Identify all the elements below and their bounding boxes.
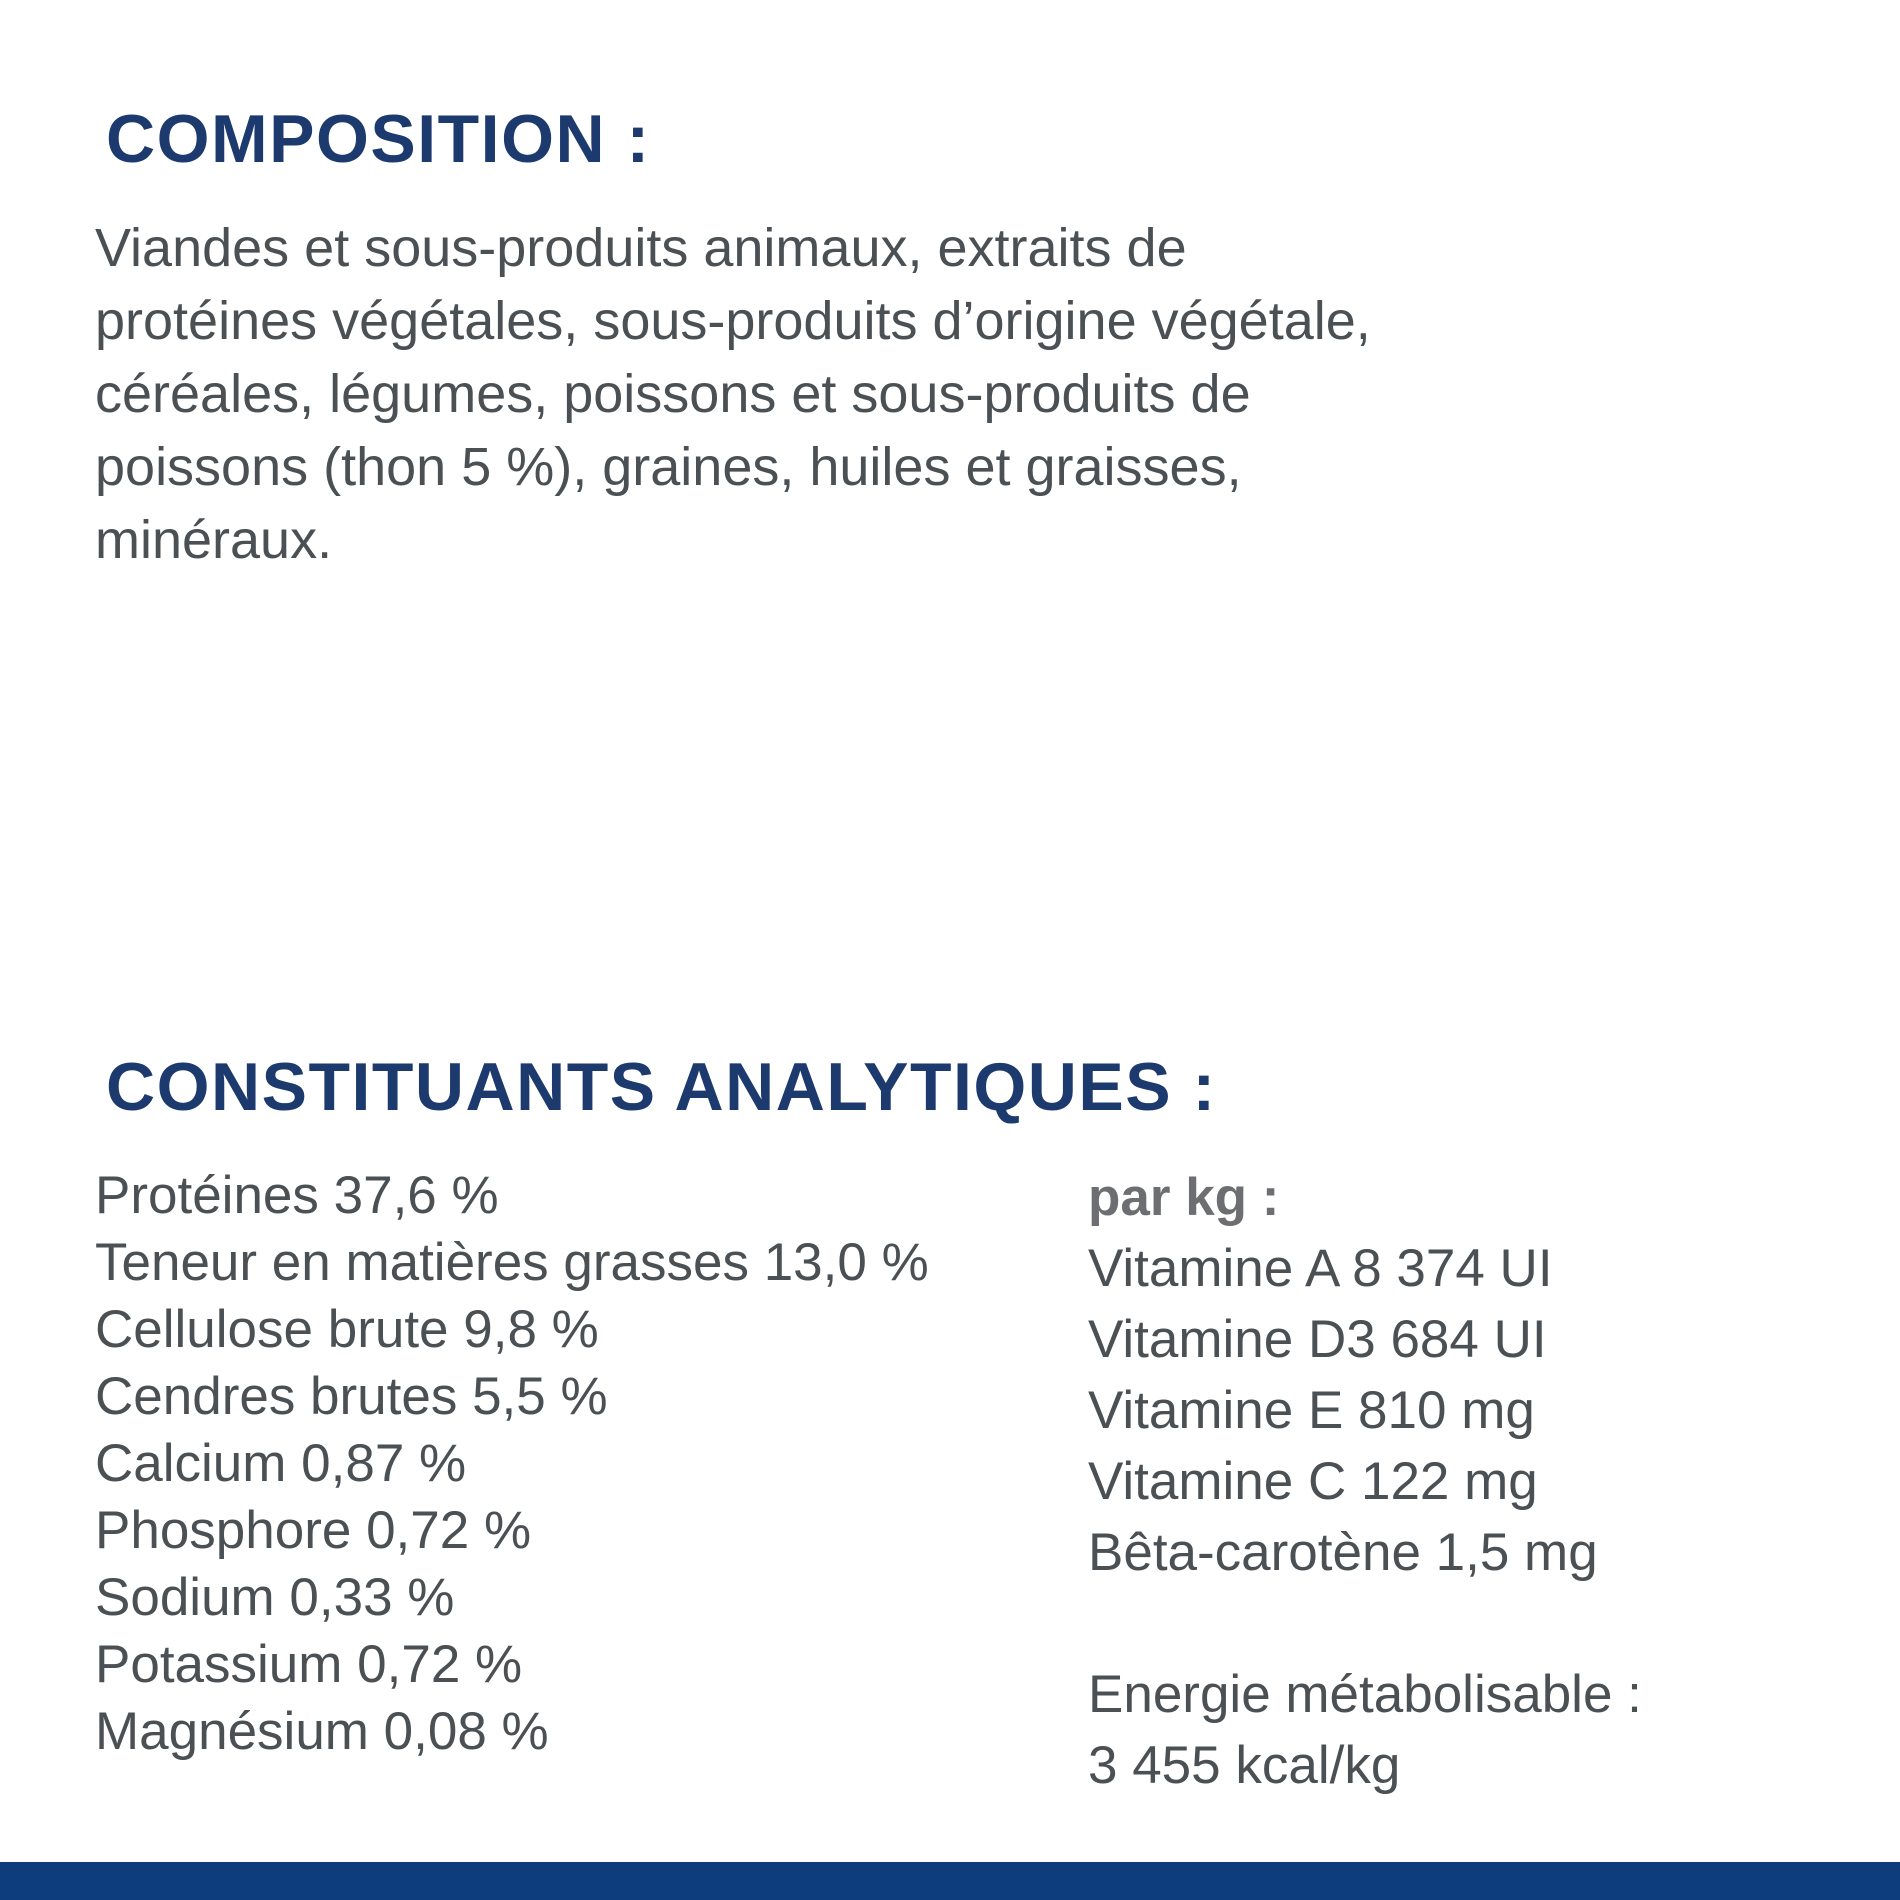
analytical-item-magnesium: Magnésium 0,08 % — [95, 1702, 549, 1761]
analytical-item-sodium: Sodium 0,33 % — [95, 1568, 455, 1627]
analytical-item-cellulose: Cellulose brute 9,8 % — [95, 1300, 599, 1359]
beta-carotene-item: Bêta-carotène 1,5 mg — [1088, 1523, 1598, 1582]
composition-line: céréales, légumes, poissons et sous-produits de — [95, 364, 1251, 424]
analytical-columns — [95, 1162, 1642, 1801]
analytical-left-column — [95, 1162, 1088, 1801]
analytical-item-calcium: Calcium 0,87 % — [95, 1434, 467, 1493]
composition-line: minéraux. — [95, 510, 333, 570]
analytical-item-phosphore: Phosphore 0,72 % — [95, 1501, 532, 1560]
vitamin-a-item: Vitamine A 8 374 UI — [1088, 1239, 1553, 1298]
metabolizable-energy-label: Energie métabolisable : — [1088, 1665, 1642, 1724]
footer-bar — [0, 1862, 1900, 1900]
analytical-item-cendres: Cendres brutes 5,5 % — [95, 1367, 608, 1426]
composition-heading: COMPOSITION : — [106, 101, 651, 177]
column-spacer — [1088, 1588, 1642, 1659]
composition-text — [95, 212, 1371, 577]
analytical-item-matieres-grasses: Teneur en matières grasses 13,0 % — [95, 1233, 929, 1292]
analytical-constituents-heading: CONSTITUANTS ANALYTIQUES : — [106, 1049, 1217, 1125]
composition-line: Viandes et sous-produits animaux, extraits de — [95, 218, 1187, 278]
analytical-item-potassium: Potassium 0,72 % — [95, 1635, 523, 1694]
vitamin-e-item: Vitamine E 810 mg — [1088, 1381, 1535, 1440]
metabolizable-energy-value: 3 455 kcal/kg — [1088, 1736, 1401, 1795]
analytical-right-column — [1088, 1162, 1642, 1801]
per-kg-header: par kg : — [1088, 1168, 1280, 1227]
composition-line: poissons (thon 5 %), graines, huiles et graisses, — [95, 437, 1242, 497]
composition-line: protéines végétales, sous-produits d’origine végétale, — [95, 291, 1371, 351]
vitamin-c-item: Vitamine C 122 mg — [1088, 1452, 1538, 1511]
analytical-item-proteines: Protéines 37,6 % — [95, 1166, 499, 1225]
vitamin-d3-item: Vitamine D3 684 UI — [1088, 1310, 1547, 1369]
